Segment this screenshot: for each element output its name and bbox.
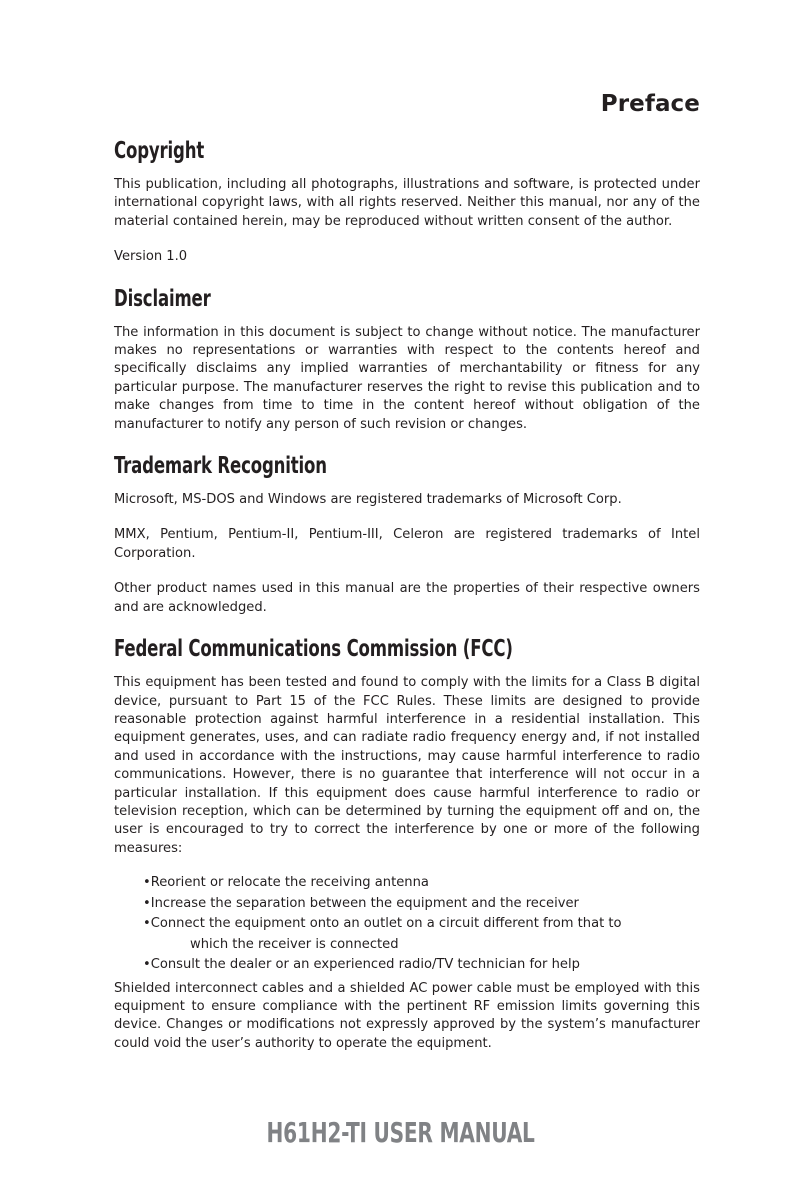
section-heading-disclaimer: Disclaimer: [114, 285, 211, 312]
trademark-intel-paragraph: MMX, Pentium, Pentium-II, Pentium-III, Celeron are registered trademarks of Intel Corporation.: [114, 527, 700, 561]
fcc-closing-paragraph: Shielded interconnect cables and a shielded AC power cable must be employed with this equipment to ensure compliance with the pertinent RF emission limits governing this device. Changes or modifications not expressly approved by the system’s manufacturer could void the user’s authority to operate the equipment.: [114, 980, 700, 1051]
section-heading-trademark-recognition: Trademark Recognition: [114, 453, 327, 480]
list-item-text: •Connect the equipment onto an outlet on a circuit different from that to: [143, 916, 622, 932]
trademark-other-paragraph: Other product names used in this manual are the properties of their respective owners and are acknowledged.: [114, 581, 700, 615]
version-paragraph: Version 1.0: [114, 249, 188, 265]
disclaimer-paragraph: The information in this document is subject to change without notice. The manufacturer makes no representations or warranties with respect to the contents hereof and specifically disclaims any implied warranties of merchantability or fitness for any particular purpose. The manufacturer reserves the right to revise this publication and to make changes from time to time in the content hereof without obligation of the manufacturer to notify any person of such revision or changes.: [114, 324, 700, 432]
list-item: •Increase the separation between the equipment and the receiver: [143, 895, 579, 911]
page-content: [114, 90, 700, 1053]
footer-manual-title: H61H2-TI USER MANUAL: [266, 1116, 536, 1149]
list-item: [143, 914, 700, 955]
list-item-continuation: which the receiver is connected: [190, 936, 399, 952]
page-footer: [0, 1116, 802, 1150]
fcc-intro-paragraph: This equipment has been tested and found to comply with the limits for a Class B digital device, pursuant to Part 15 of the FCC Rules. These limits are designed to provide reasonable protection against harmful interference in a residential installation. This equipment generates, uses, and can radiate radio frequency energy and, if not installed and used in accordance with the instructions, may cause harmful interference to radio communications. However, there is no guarantee that interference will not occur in a particular installation. If this equipment does cause harmful interference to radio or television reception, which can be determined by turning the equipment off and on, the user is encouraged to try to correct the interference by one or more of the following measures:: [114, 675, 700, 856]
fcc-measures-list: [114, 873, 700, 976]
trademark-microsoft-paragraph: Microsoft, MS-DOS and Windows are registered trademarks of Microsoft Corp.: [114, 492, 622, 508]
list-item: •Consult the dealer or an experienced radio/TV technician for help: [143, 957, 580, 973]
list-item: •Reorient or relocate the receiving antenna: [143, 875, 429, 891]
section-heading-copyright: Copyright: [114, 138, 205, 164]
copyright-paragraph: This publication, including all photographs, illustrations and software, is protected under international copyright laws, with all rights reserved. Neither this manual, nor any of the material contained herein, may be reproduced without written consent of the author.: [114, 177, 700, 229]
section-heading-fcc: Federal Communications Commission (FCC): [114, 636, 513, 663]
running-head: Preface: [600, 91, 700, 117]
